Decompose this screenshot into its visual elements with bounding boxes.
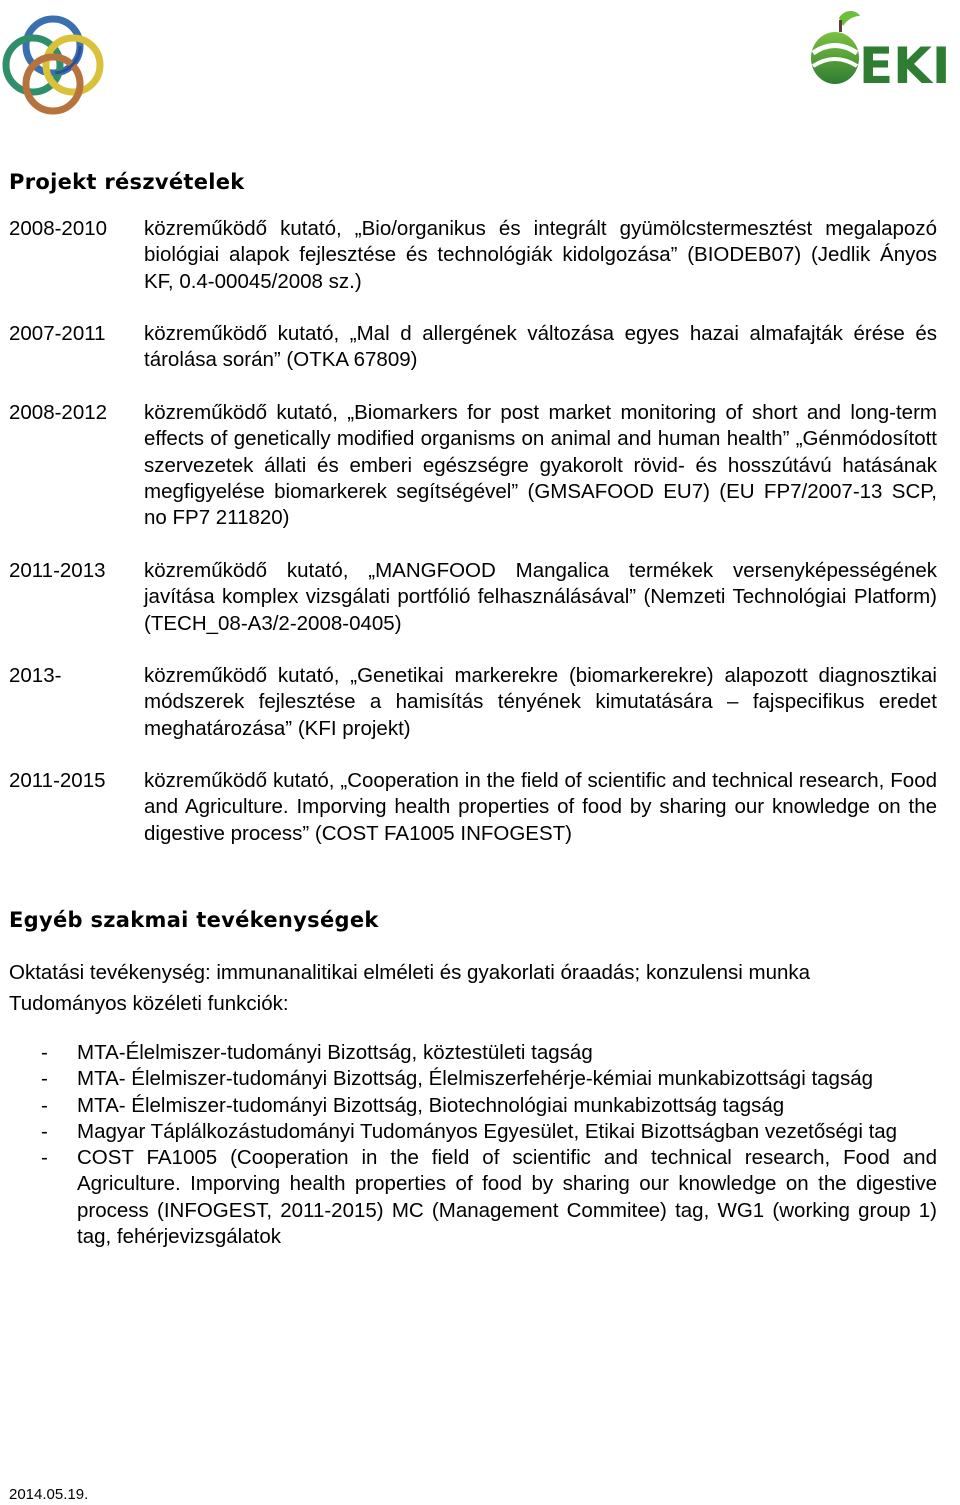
project-entry (9, 400, 937, 531)
other-activities-heading: Egyéb szakmai tevékenységek (9, 908, 379, 932)
list-dash: - (41, 1146, 48, 1170)
list-item-text: MTA- Élelmiszer-tudományi Bizottság, Élelmiszerfehérje-kémiai munkabizottsági tagság (77, 1067, 873, 1091)
list-item-text: COST FA1005 (Cooperation in the field of scientific and technical research, Food and Agriculture. Imporving health properties of food by sharing our knowledge on the digestive process (INFOGEST, 2011-2015) MC (Management Commitee) tag, WG1 (working group 1) tag, fehérjevizsgálatok (77, 1146, 937, 1249)
project-entry (9, 663, 937, 742)
project-description: közreműködő kutató, „Bio/organikus és integrált gyümölcstermesztést megalapozó biológiai alapok fejlesztése és technológiák kidolgozása” (BIODEB07) (Jedlik Ányos KF, 0.4-00045/2008 sz.) (144, 217, 937, 293)
list-dash: - (41, 1119, 48, 1143)
project-description: közreműködő kutató, „Genetikai markerekre (biomarkerekre) alapozott diagnosztikai módszerek fejlesztése a hamisítás tényének kimutatására – fajspecifikus eredet meghatározása” (KFI projekt) (144, 664, 937, 740)
list-item (9, 1093, 937, 1119)
project-entry (9, 558, 937, 637)
project-description: közreműködő kutató, „MANGFOOD Mangalica termékek versenyképességének javítása komplex vizsgálati portfólió felhasználásával” (Nemzeti Technológiai Platform) (TECH_08-A3/2-2008-0405) (144, 559, 937, 635)
project-description: közreműködő kutató, „Cooperation in the field of scientific and technical research, Food and Agriculture. Imporving health properties of food by sharing our knowledge on the digestive process” (COST FA1005 INFOGEST) (144, 769, 937, 845)
project-years: 2011-2015 (9, 769, 106, 792)
project-years: 2013- (9, 664, 62, 687)
project-description: közreműködő kutató, „Biomarkers for post market monitoring of short and long-term effects of genetically modified organisms on animal and human health” „Génmódosított szervezetek állati és emberi egészségre gyakorolt rövid- és hosszútávú hatásának megfigyelése biomarkerek segítségével” (GMSAFOOD EU7) (EU FP7/2007-13 SCP, no FP7 211820) (144, 401, 937, 530)
project-years: 2007-2011 (9, 322, 106, 345)
projects-heading: Projekt részvételek (9, 170, 245, 194)
list-item-text: MTA- Élelmiszer-tudományi Bizottság, Biotechnológiai munkabizottság tagság (77, 1093, 785, 1117)
list-item-text: MTA-Élelmiszer-tudományi Bizottság, köztestületi tagság (77, 1041, 593, 1064)
project-entry (9, 216, 937, 295)
list-item (9, 1145, 937, 1250)
eki-wordmark: EKI (859, 37, 951, 95)
list-dash: - (41, 1067, 48, 1091)
project-years: 2008-2010 (9, 217, 108, 240)
rings-logo (0, 8, 110, 118)
project-entry (9, 321, 937, 374)
list-item (9, 1066, 937, 1092)
list-dash: - (41, 1041, 48, 1064)
public-roles-list (9, 1040, 937, 1250)
project-years: 2008-2012 (9, 401, 108, 424)
project-description: közreműködő kutató, „Mal d allergének változása egyes hazai almafajták érése és tárolása során” (OTKA 67809) (144, 322, 937, 372)
list-item-text: Magyar Táplálkozástudományi Tudományos Egyesület, Etikai Bizottságban vezetőségi tag (77, 1119, 898, 1143)
project-years: 2011-2013 (9, 559, 106, 582)
public-roles-label: Tudományos közéleti funkciók: (9, 992, 289, 1015)
teaching-text: Oktatási tevékenység: immunanalitikai elméleti és gyakorlati óraadás; konzulensi munka (9, 961, 811, 984)
project-entry (9, 768, 937, 847)
eki-logo (805, 8, 955, 103)
footer-date: 2014.05.19. (9, 1486, 89, 1503)
list-item (9, 1119, 937, 1145)
list-item (9, 1040, 937, 1066)
list-dash: - (41, 1093, 48, 1117)
